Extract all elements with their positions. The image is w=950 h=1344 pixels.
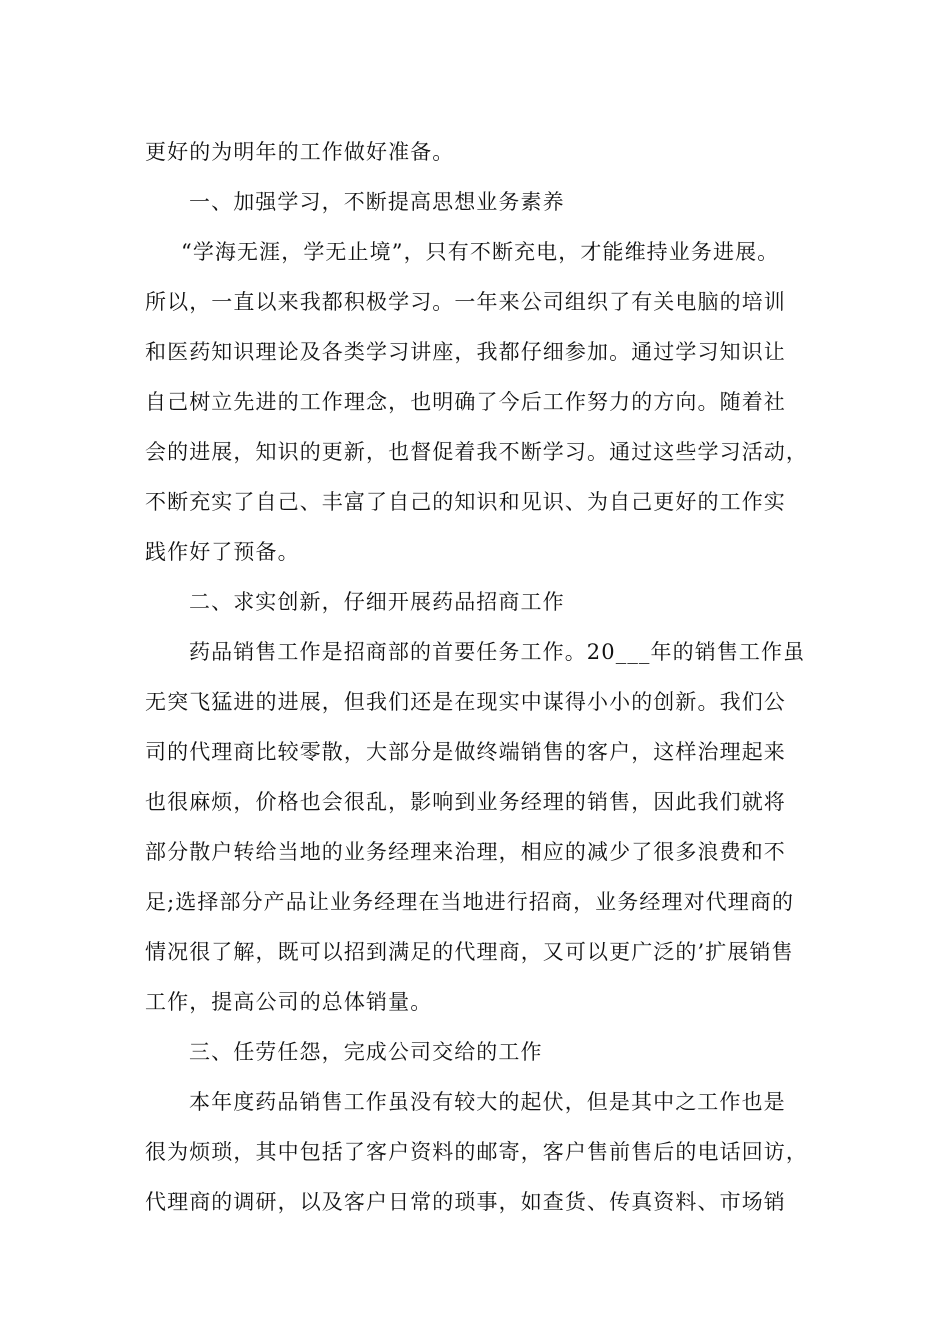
paragraph-line: 情况很了解，既可以招到满足的代理商，又可以更广泛的’扩展销售 xyxy=(145,940,794,964)
section-heading-1: 一、加强学习，不断提高思想业务素养 xyxy=(189,190,565,214)
paragraph-line: 更好的为明年的工作做好准备。 xyxy=(145,140,455,164)
section-heading-3: 三、任劳任怨，完成公司交给的工作 xyxy=(189,1040,543,1064)
paragraph-line: 部分散户转给当地的业务经理来治理，相应的减少了很多浪费和不 xyxy=(145,840,786,864)
paragraph-line: 和医药知识理论及各类学习讲座，我都仔细参加。通过学习知识让 xyxy=(145,340,786,364)
paragraph-line: 不断充实了自己、丰富了自己的知识和见识、为自己更好的工作实 xyxy=(145,490,786,514)
paragraph-line: 也很麻烦，价格也会很乱，影响到业务经理的销售，因此我们就将 xyxy=(145,790,786,814)
paragraph-line: 足;选择部分产品让业务经理在当地进行招商，业务经理对代理商的 xyxy=(145,890,795,914)
paragraph-line: 很为烦琐，其中包括了客户资料的邮寄，客户售前售后的电话回访， xyxy=(145,1140,808,1164)
paragraph-line: “学海无涯，学无止境”，只有不断充电，才能维持业务进展。 xyxy=(181,240,780,264)
paragraph-line: 工作，提高公司的总体销量。 xyxy=(145,990,433,1014)
paragraph-line: 自己树立先进的工作理念，也明确了今后工作努力的方向。随着社 xyxy=(145,390,786,414)
paragraph-line: 践作好了预备。 xyxy=(145,540,300,564)
paragraph-line: 本年度药品销售工作虽没有较大的起伏，但是其中之工作也是 xyxy=(189,1090,786,1114)
paragraph-line: 司的代理商比较零散，大部分是做终端销售的客户，这样治理起来 xyxy=(145,740,786,764)
paragraph-line: 无突飞猛进的进展，但我们还是在现实中谋得小小的创新。我们公 xyxy=(145,690,786,714)
paragraph-line: 代理商的调研，以及客户日常的琐事，如查货、传真资料、市场销 xyxy=(145,1190,786,1214)
section-heading-2: 二、求实创新，仔细开展药品招商工作 xyxy=(189,590,565,614)
paragraph-line: 药品销售工作是招商部的首要任务工作。20___年的销售工作虽 xyxy=(189,640,806,664)
paragraph-line: 会的进展，知识的更新，也督促着我不断学习。通过这些学习活动， xyxy=(145,440,808,464)
paragraph-line: 所以，一直以来我都积极学习。一年来公司组织了有关电脑的培训 xyxy=(145,290,786,314)
